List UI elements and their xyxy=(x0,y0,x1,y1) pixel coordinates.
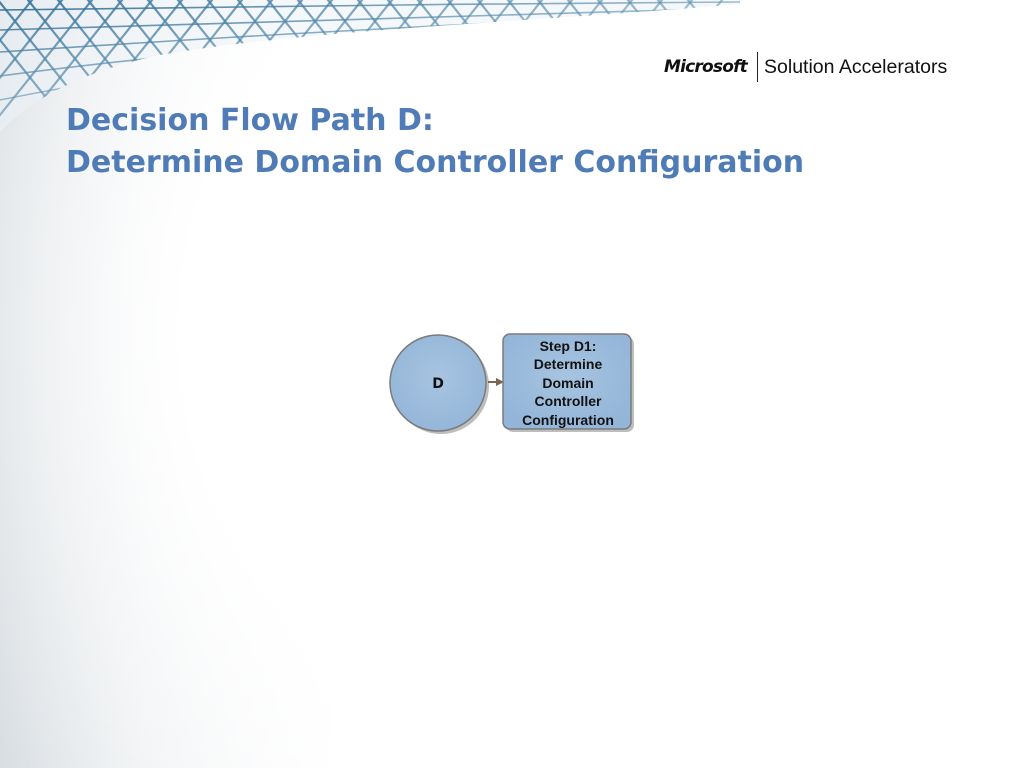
step-line-4: Controller xyxy=(534,393,602,410)
step-line-2: Determine xyxy=(533,356,603,373)
start-node-d xyxy=(390,335,489,434)
step-line-3: Domain xyxy=(542,374,594,391)
step-node-d1-label xyxy=(505,336,631,430)
title-line-2: Determine Domain Controller Configuration xyxy=(66,145,805,180)
step-line-5: Configuration xyxy=(522,411,614,428)
start-node-label: D xyxy=(432,376,444,392)
logo-company: Microsoft xyxy=(664,57,748,77)
logo-product: Solution Accelerators xyxy=(764,55,948,78)
step-line-1: Step D1: xyxy=(539,337,597,354)
title-line-1: Decision Flow Path D: xyxy=(66,103,434,138)
